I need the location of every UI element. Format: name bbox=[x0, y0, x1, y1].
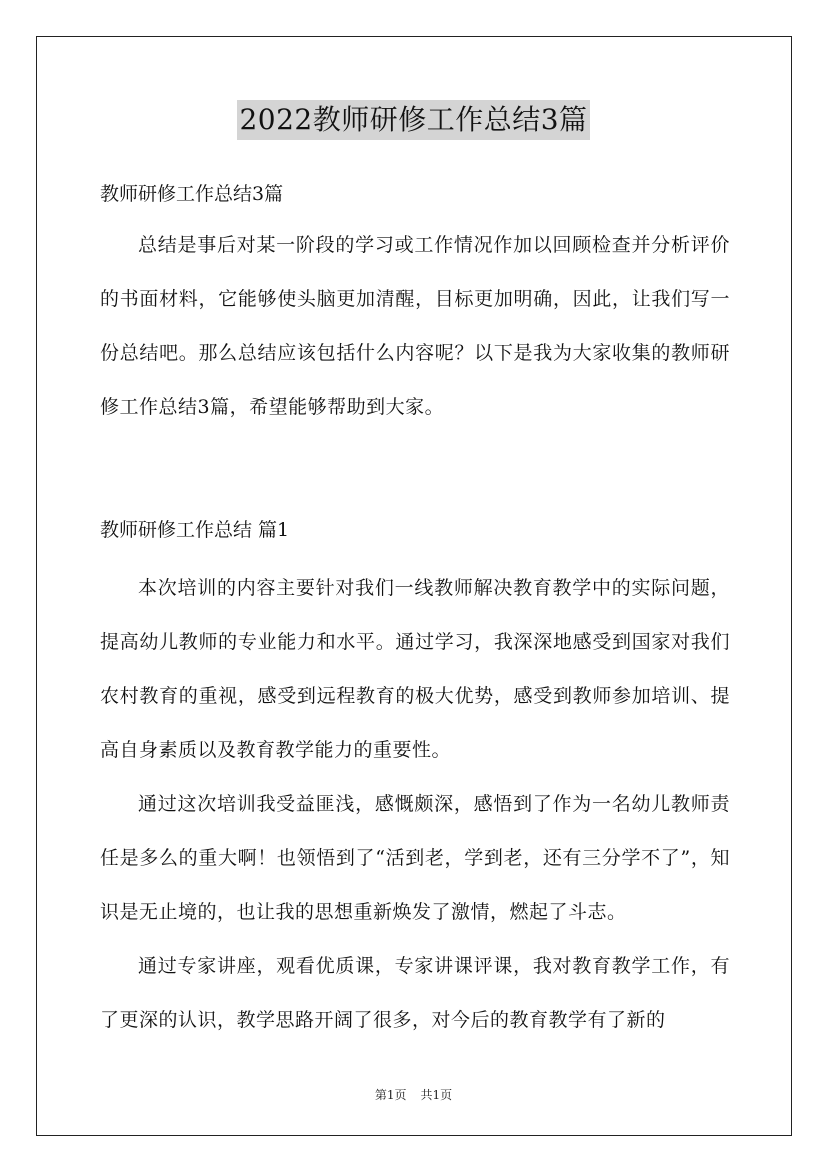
section-gap bbox=[100, 434, 730, 506]
body-paragraph: 本次培训的内容主要针对我们一线教师解决教育教学中的实际问题，提高幼儿教师的专业能力和水平。通过学习，我深深地感受到国家对我们农村教育的重视，感受到远程教育的极大优势，感受到教师参加培训、提高自身素质以及教育教学能力的重要性。 bbox=[100, 577, 730, 761]
document-subtitle: 教师研修工作总结3篇 bbox=[100, 183, 284, 205]
page-total: 共1页 bbox=[420, 1088, 453, 1102]
document-title: 2022教师研修工作总结3篇 bbox=[237, 100, 589, 140]
body-paragraph: 通过这次培训我受益匪浅，感慨颇深，感悟到了作为一名幼儿教师责任是多么的重大啊！也领悟到了“活到老，学到老，还有三分学不了”，知识是无止境的，也让我的思想重新焕发了激情，燃起了斗志。 bbox=[100, 793, 730, 923]
body-paragraph: 通过专家讲座，观看优质课，专家讲课评课，我对教育教学工作，有了更深的认识，教学思路开阔了很多，对今后的教育教学有了新的 bbox=[100, 955, 730, 1031]
intro-paragraph: 总结是事后对某一阶段的学习或工作情况作加以回顾检查并分析评价的书面材料，它能够使头脑更加清醒，目标更加明确，因此，让我们写一份总结吧。那么总结应该包括什么内容呢？以下是我为大家收集的教师研修工作总结3篇，希望能够帮助到大家。 bbox=[100, 234, 730, 418]
heading-gap bbox=[100, 554, 730, 561]
title-container bbox=[0, 100, 827, 140]
section-heading: 教师研修工作总结 篇1 bbox=[100, 519, 290, 541]
page-footer bbox=[0, 1086, 827, 1103]
page-number: 第1页 bbox=[374, 1088, 407, 1102]
document-body bbox=[100, 170, 730, 1047]
